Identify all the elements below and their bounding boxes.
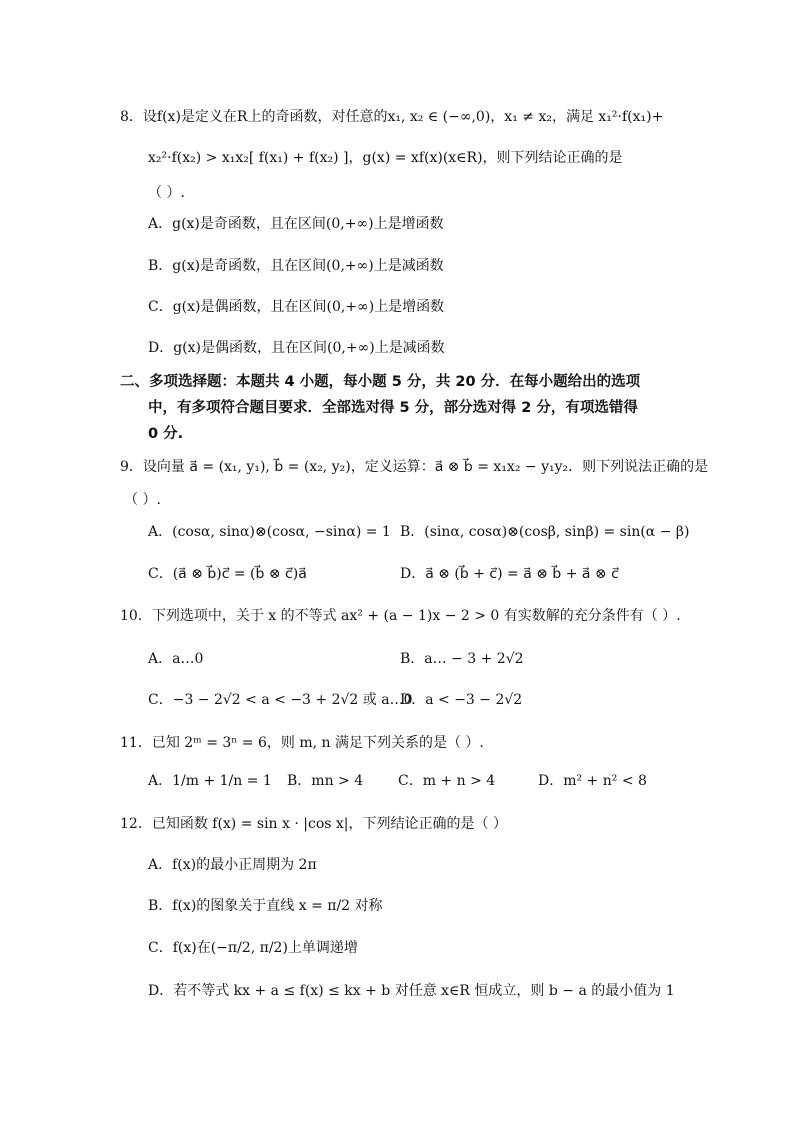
q10-option-b: B．a… − 3 + 2√2 [400,651,524,667]
q8-stem-line3: （ ）. [148,185,185,201]
section2-heading-line3: 0 分. [148,426,184,442]
q9-option-b: B．(sinα, cosα)⊗(cosβ, sinβ) = sin(α − β) [400,524,690,540]
q10-option-a: A．a…0 [148,651,204,667]
q11-option-b: B．mn > 4 [287,773,364,789]
q12-option-c: C．f(x)在(−π/2, π/2)上单调递增 [148,940,358,956]
q9-option-d: D．a⃗ ⊗ (b⃗ + c⃗) = a⃗ ⊗ b⃗ + a⃗ ⊗ c⃗ [400,566,619,582]
q12-option-b: B．f(x)的图象关于直线 x = π/2 对称 [148,898,383,914]
q11-option-c: C．m + n > 4 [398,773,496,789]
q9-stem-line1: 9．设向量 a⃗ = (x₁, y₁), b⃗ = (x₂, y₂)，定义运算：a⃗ ⊗ b⃗ = x₁x₂ − y₁y₂．则下列说法正确的是 [120,459,709,475]
q10-option-d: D．a < −3 − 2√2 [400,692,523,708]
q10-option-c: C．−3 − 2√2 < a < −3 + 2√2 或 a…0 [148,692,413,708]
q8-option-c: C．g(x)是偶函数，且在区间(0,+∞)上是增函数 [148,299,445,315]
q9-stem-line2: （ ）. [124,492,161,508]
q8-option-a: A．g(x)是奇函数，且在区间(0,+∞)上是增函数 [148,216,444,232]
q9-option-c: C．(a⃗ ⊗ b⃗)c⃗ = (b⃗ ⊗ c⃗)a⃗ [148,566,307,582]
q11-option-d: D．m² + n² < 8 [538,773,647,789]
q8-option-b: B．g(x)是奇函数，且在区间(0,+∞)上是减函数 [148,258,444,274]
q12-option-d: D．若不等式 kx + a ≤ f(x) ≤ kx + b 对任意 x∈R 恒成立，则 b − a 的最小值为 1 [148,983,675,999]
q8-option-d: D．g(x)是偶函数，且在区间(0,+∞)上是减函数 [148,340,445,356]
q12-option-a: A．f(x)的最小正周期为 2π [148,857,317,873]
section2-heading-line1: 二、多项选择题：本题共 4 小题，每小题 5 分，共 20 分．在每小题给出的选项 [120,374,641,390]
q9-option-a: A．(cosα, sinα)⊗(cosα, −sinα) = 1 [148,524,391,540]
q12-stem: 12．已知函数 f(x) = sin x · |cos x|，下列结论正确的是（ ） [120,816,507,832]
q8-stem-line2: x₂²·f(x₂) > x₁x₂[ f(x₁) + f(x₂) ]，g(x) = xf(x)(x∈R)，则下列结论正确的是 [148,150,623,166]
q11-stem: 11．已知 2ᵐ = 3ⁿ = 6，则 m, n 满足下列关系的是（ ）. [120,735,484,751]
q11-option-a: A．1/m + 1/n = 1 [148,773,272,789]
section2-heading-line2: 中，有多项符合题目要求．全部选对得 5 分，部分选对得 2 分，有项选错得 [148,400,638,416]
q10-stem: 10．下列选项中，关于 x 的不等式 ax² + (a − 1)x − 2 > 0 有实数解的充分条件有（ ）. [120,608,681,624]
q8-stem-line1: 8．设f(x)是定义在R上的奇函数，对任意的x₁, x₂ ∈ (−∞,0)，x₁ ≠ x₂，满足 x₁²·f(x₁)+ [120,109,664,125]
